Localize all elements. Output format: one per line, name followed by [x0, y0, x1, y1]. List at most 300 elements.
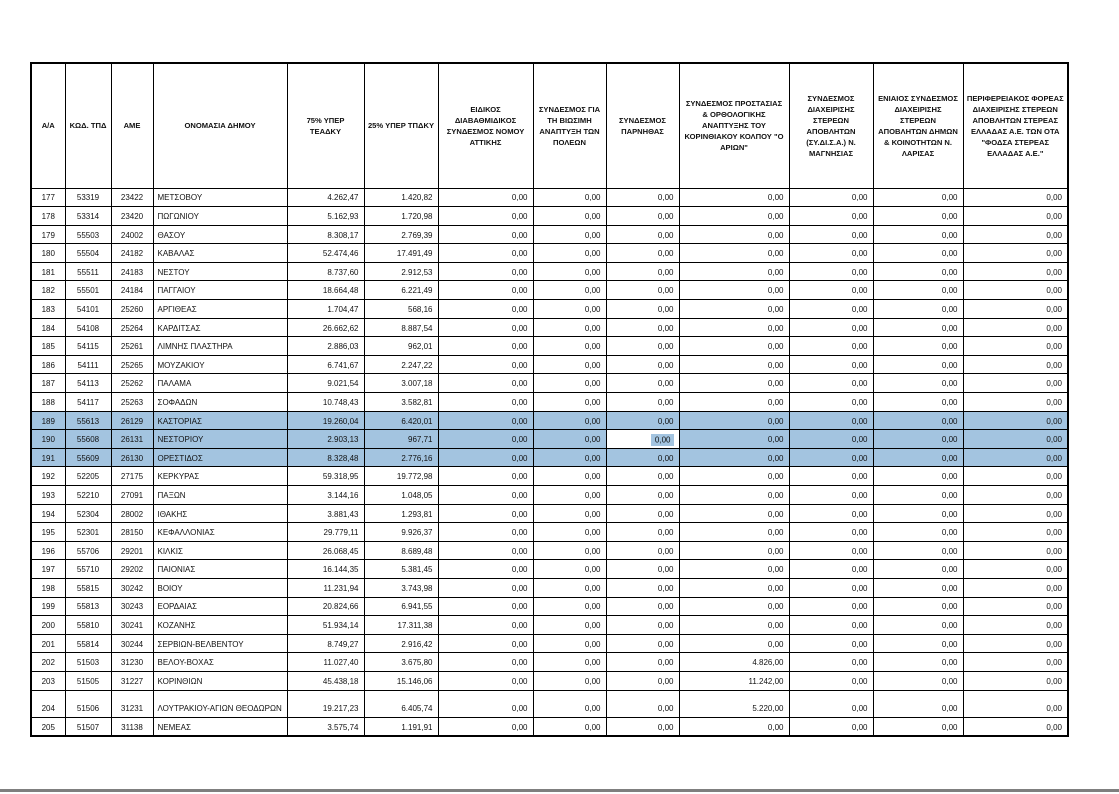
cell-fodsa-stereas-elladas: 0,00 — [963, 504, 1068, 523]
cell-ame: 23420 — [111, 207, 153, 226]
cell-aa: 187 — [31, 374, 65, 393]
cell-fodsa-stereas-elladas: 0,00 — [963, 690, 1068, 718]
cell-ame: 31227 — [111, 671, 153, 690]
cell-yper-25-tpdky: 3.675,80 — [364, 653, 438, 672]
cell-yper-25-tpdky: 6.221,49 — [364, 281, 438, 300]
cell-yper-75-teadky: 26.662,62 — [287, 318, 364, 337]
cell-syndesmos-parnithas: 0,00 — [606, 634, 679, 653]
header-syndesmos-korinthiakou-arion: ΣΥΝΔΕΣΜΟΣ ΠΡΟΣΤΑΣΙΑΣ & ΟΡΘΟΛΟΓΙΚΗΣ ΑΝΑΠΤΥΞΗΣ ΤΟΥ ΚΟΡΙΝΘΙΑΚΟΥ ΚΟΛΠΟΥ "Ο ΑΡΙΩΝ" — [679, 63, 789, 188]
cell-eniaios-syndesmos-larisas: 0,00 — [873, 188, 963, 207]
cell-fodsa-stereas-elladas: 0,00 — [963, 355, 1068, 374]
cell-eidikos-diavathmidikos-attikis: 0,00 — [438, 718, 533, 737]
cell-eidikos-diavathmidikos-attikis: 0,00 — [438, 523, 533, 542]
cell-yper-25-tpdky: 962,01 — [364, 337, 438, 356]
table-row — [31, 393, 1068, 412]
cell-syndesmos-parnithas: 0,00 — [606, 486, 679, 505]
cell-onomasia-dimou: ΚΑΒΑΛΑΣ — [153, 244, 287, 263]
table-row — [31, 225, 1068, 244]
cell-onomasia-dimou: ΠΑΓΓΑΙΟΥ — [153, 281, 287, 300]
cell-onomasia-dimou: ΑΡΓΙΘΕΑΣ — [153, 300, 287, 319]
cell-syndesmos-korinthiakou-arion: 0,00 — [679, 634, 789, 653]
cell-syndesmos-viosimi-anaptyxi-poleon: 0,00 — [533, 300, 606, 319]
cell-syndesmos-korinthiakou-arion: 0,00 — [679, 578, 789, 597]
cell-syndesmos-korinthiakou-arion: 0,00 — [679, 486, 789, 505]
cell-syndesmos-parnithas: 0,00 — [606, 560, 679, 579]
cell-yper-75-teadky: 18.664,48 — [287, 281, 364, 300]
header-syndesmos-viosimi-anaptyxi-poleon: ΣΥΝΔΕΣΜΟΣ ΓΙΑ ΤΗ ΒΙΩΣΙΜΗ ΑΝΑΠΤΥΞΗ ΤΩΝ ΠΟΛΕΩΝ — [533, 63, 606, 188]
cell-eidikos-diavathmidikos-attikis: 0,00 — [438, 504, 533, 523]
cell-fodsa-stereas-elladas: 0,00 — [963, 225, 1068, 244]
cell-eidikos-diavathmidikos-attikis: 0,00 — [438, 616, 533, 635]
cell-eidikos-diavathmidikos-attikis: 0,00 — [438, 653, 533, 672]
cell-sydisa-magnisias: 0,00 — [789, 393, 873, 412]
cell-eidikos-diavathmidikos-attikis: 0,00 — [438, 467, 533, 486]
cell-kod-tpd: 55710 — [65, 560, 111, 579]
cell-aa: 182 — [31, 281, 65, 300]
cell-fodsa-stereas-elladas: 0,00 — [963, 467, 1068, 486]
cell-sydisa-magnisias: 0,00 — [789, 634, 873, 653]
cell-ame: 31230 — [111, 653, 153, 672]
cell-yper-75-teadky: 52.474,46 — [287, 244, 364, 263]
cell-kod-tpd: 54111 — [65, 355, 111, 374]
table-row — [31, 523, 1068, 542]
cell-kod-tpd: 54101 — [65, 300, 111, 319]
cell-yper-75-teadky: 2.886,03 — [287, 337, 364, 356]
cell-kod-tpd: 55501 — [65, 281, 111, 300]
cell-aa: 205 — [31, 718, 65, 737]
cell-syndesmos-parnithas: 0,00 — [606, 225, 679, 244]
cell-eidikos-diavathmidikos-attikis: 0,00 — [438, 541, 533, 560]
cell-syndesmos-korinthiakou-arion: 0,00 — [679, 504, 789, 523]
cell-aa: 196 — [31, 541, 65, 560]
cell-syndesmos-parnithas: 0,00 — [606, 355, 679, 374]
cell-aa: 204 — [31, 690, 65, 718]
cell-sydisa-magnisias: 0,00 — [789, 486, 873, 505]
cell-ame: 30241 — [111, 616, 153, 635]
cell-kod-tpd: 54108 — [65, 318, 111, 337]
cell-sydisa-magnisias: 0,00 — [789, 718, 873, 737]
cell-syndesmos-parnithas: 0,00 — [606, 578, 679, 597]
cell-aa: 193 — [31, 486, 65, 505]
cell-onomasia-dimou: ΝΕΣΤΟΡΙΟΥ — [153, 430, 287, 449]
cell-syndesmos-korinthiakou-arion: 0,00 — [679, 337, 789, 356]
cell-syndesmos-viosimi-anaptyxi-poleon: 0,00 — [533, 374, 606, 393]
cell-eidikos-diavathmidikos-attikis: 0,00 — [438, 355, 533, 374]
cell-syndesmos-viosimi-anaptyxi-poleon: 0,00 — [533, 207, 606, 226]
cell-sydisa-magnisias: 0,00 — [789, 616, 873, 635]
cell-syndesmos-parnithas: 0,00 — [606, 318, 679, 337]
cell-syndesmos-korinthiakou-arion: 0,00 — [679, 597, 789, 616]
cell-onomasia-dimou: ΜΕΤΣΟΒΟΥ — [153, 188, 287, 207]
table-row — [31, 467, 1068, 486]
cell-fodsa-stereas-elladas: 0,00 — [963, 281, 1068, 300]
cell-yper-25-tpdky: 568,16 — [364, 300, 438, 319]
cell-kod-tpd: 54117 — [65, 393, 111, 412]
cell-syndesmos-viosimi-anaptyxi-poleon: 0,00 — [533, 560, 606, 579]
cell-syndesmos-parnithas: 0,00 — [606, 393, 679, 412]
cell-syndesmos-korinthiakou-arion: 0,00 — [679, 207, 789, 226]
cell-eniaios-syndesmos-larisas: 0,00 — [873, 430, 963, 449]
cell-eidikos-diavathmidikos-attikis: 0,00 — [438, 244, 533, 263]
cell-syndesmos-parnithas: 0,00 — [606, 281, 679, 300]
cell-yper-75-teadky: 20.824,66 — [287, 597, 364, 616]
cell-syndesmos-parnithas: 0,00 — [606, 207, 679, 226]
cell-syndesmos-parnithas: 0,00 — [606, 300, 679, 319]
table-row — [31, 634, 1068, 653]
cell-fodsa-stereas-elladas: 0,00 — [963, 337, 1068, 356]
cell-ame: 23422 — [111, 188, 153, 207]
cell-sydisa-magnisias: 0,00 — [789, 690, 873, 718]
cell-syndesmos-viosimi-anaptyxi-poleon: 0,00 — [533, 578, 606, 597]
cell-aa: 186 — [31, 355, 65, 374]
cell-sydisa-magnisias: 0,00 — [789, 318, 873, 337]
cell-eniaios-syndesmos-larisas: 0,00 — [873, 374, 963, 393]
cell-onomasia-dimou: ΣΕΡΒΙΩΝ-ΒΕΛΒΕΝΤΟΥ — [153, 634, 287, 653]
cell-sydisa-magnisias: 0,00 — [789, 560, 873, 579]
cell-ame: 26130 — [111, 448, 153, 467]
cell-syndesmos-viosimi-anaptyxi-poleon: 0,00 — [533, 262, 606, 281]
cell-aa: 188 — [31, 393, 65, 412]
header-row — [31, 63, 1068, 188]
cell-eidikos-diavathmidikos-attikis: 0,00 — [438, 393, 533, 412]
cell-syndesmos-parnithas: 0,00 — [606, 188, 679, 207]
cell-sydisa-magnisias: 0,00 — [789, 374, 873, 393]
cell-eniaios-syndesmos-larisas: 0,00 — [873, 355, 963, 374]
cell-syndesmos-korinthiakou-arion: 0,00 — [679, 355, 789, 374]
cell-syndesmos-viosimi-anaptyxi-poleon: 0,00 — [533, 430, 606, 449]
cell-aa: 203 — [31, 671, 65, 690]
cell-yper-25-tpdky: 2.769,39 — [364, 225, 438, 244]
cell-syndesmos-korinthiakou-arion: 0,00 — [679, 467, 789, 486]
cell-kod-tpd: 54113 — [65, 374, 111, 393]
cell-syndesmos-parnithas: 0,00 — [606, 411, 679, 430]
cell-fodsa-stereas-elladas: 0,00 — [963, 653, 1068, 672]
cell-eidikos-diavathmidikos-attikis: 0,00 — [438, 560, 533, 579]
cell-eidikos-diavathmidikos-attikis: 0,00 — [438, 262, 533, 281]
header-sydisa-magnisias: ΣΥΝΔΕΣΜΟΣ ΔΙΑΧΕΙΡΙΣΗΣ ΣΤΕΡΕΩΝ ΑΠΟΒΛΗΤΩΝ (ΣΥ.ΔΙ.Σ.Α.) Ν. ΜΑΓΝΗΣΙΑΣ — [789, 63, 873, 188]
cell-onomasia-dimou: ΝΕΜΕΑΣ — [153, 718, 287, 737]
cell-yper-75-teadky: 4.262,47 — [287, 188, 364, 207]
cell-syndesmos-korinthiakou-arion: 0,00 — [679, 718, 789, 737]
cell-ame: 26129 — [111, 411, 153, 430]
cell-syndesmos-viosimi-anaptyxi-poleon: 0,00 — [533, 653, 606, 672]
cell-syndesmos-viosimi-anaptyxi-poleon: 0,00 — [533, 337, 606, 356]
cell-syndesmos-viosimi-anaptyxi-poleon: 0,00 — [533, 188, 606, 207]
cell-kod-tpd: 52210 — [65, 486, 111, 505]
cell-syndesmos-korinthiakou-arion: 0,00 — [679, 300, 789, 319]
table-row — [31, 690, 1068, 718]
cell-aa: 199 — [31, 597, 65, 616]
cell-syndesmos-viosimi-anaptyxi-poleon: 0,00 — [533, 616, 606, 635]
cell-yper-25-tpdky: 1.720,98 — [364, 207, 438, 226]
cell-syndesmos-viosimi-anaptyxi-poleon: 0,00 — [533, 411, 606, 430]
cell-ame: 29201 — [111, 541, 153, 560]
cell-yper-25-tpdky: 2.247,22 — [364, 355, 438, 374]
cell-syndesmos-korinthiakou-arion: 0,00 — [679, 541, 789, 560]
table-row — [31, 337, 1068, 356]
cell-onomasia-dimou: ΛΙΜΝΗΣ ΠΛΑΣΤΗΡΑ — [153, 337, 287, 356]
table-row — [31, 355, 1068, 374]
table-row — [31, 718, 1068, 737]
cell-sydisa-magnisias: 0,00 — [789, 300, 873, 319]
cell-sydisa-magnisias: 0,00 — [789, 523, 873, 542]
cell-fodsa-stereas-elladas: 0,00 — [963, 374, 1068, 393]
cell-yper-25-tpdky: 8.887,54 — [364, 318, 438, 337]
cell-onomasia-dimou: ΟΡΕΣΤΙΔΟΣ — [153, 448, 287, 467]
table-row — [31, 504, 1068, 523]
cell-syndesmos-parnithas: 0,00 — [606, 448, 679, 467]
cell-syndesmos-parnithas: 0,00 — [606, 597, 679, 616]
header-aa: Α/Α — [31, 63, 65, 188]
cell-yper-75-teadky: 10.748,43 — [287, 393, 364, 412]
cell-aa: 201 — [31, 634, 65, 653]
cell-syndesmos-viosimi-anaptyxi-poleon: 0,00 — [533, 448, 606, 467]
cell-aa: 200 — [31, 616, 65, 635]
cell-syndesmos-parnithas — [606, 430, 679, 449]
cell-yper-25-tpdky: 2.776,16 — [364, 448, 438, 467]
cell-ame: 24002 — [111, 225, 153, 244]
cell-eidikos-diavathmidikos-attikis: 0,00 — [438, 671, 533, 690]
cell-syndesmos-parnithas: 0,00 — [606, 467, 679, 486]
cell-onomasia-dimou: ΚΙΛΚΙΣ — [153, 541, 287, 560]
cell-sydisa-magnisias: 0,00 — [789, 504, 873, 523]
cell-fodsa-stereas-elladas: 0,00 — [963, 560, 1068, 579]
table-row — [31, 597, 1068, 616]
cell-kod-tpd: 55814 — [65, 634, 111, 653]
cell-yper-25-tpdky: 5.381,45 — [364, 560, 438, 579]
cell-ame: 26131 — [111, 430, 153, 449]
cell-eidikos-diavathmidikos-attikis: 0,00 — [438, 634, 533, 653]
cell-yper-75-teadky: 19.260,04 — [287, 411, 364, 430]
cell-eniaios-syndesmos-larisas: 0,00 — [873, 225, 963, 244]
cell-ame: 28002 — [111, 504, 153, 523]
cell-kod-tpd: 55503 — [65, 225, 111, 244]
cell-yper-25-tpdky: 3.007,18 — [364, 374, 438, 393]
cell-aa: 178 — [31, 207, 65, 226]
cell-aa: 192 — [31, 467, 65, 486]
header-eidikos-diavathmidikos-attikis: ΕΙΔΙΚΟΣ ΔΙΑΒΑΘΜΙΔΙΚΟΣ ΣΥΝΔΕΣΜΟΣ ΝΟΜΟΥ ΑΤΤΙΚΗΣ — [438, 63, 533, 188]
cell-yper-75-teadky: 19.217,23 — [287, 690, 364, 718]
cell-onomasia-dimou: ΒΕΛΟΥ-ΒΟΧΑΣ — [153, 653, 287, 672]
cell-aa: 177 — [31, 188, 65, 207]
municipalities-table — [30, 62, 1069, 737]
cell-ame: 30243 — [111, 597, 153, 616]
cell-syndesmos-korinthiakou-arion: 0,00 — [679, 430, 789, 449]
cell-fodsa-stereas-elladas: 0,00 — [963, 300, 1068, 319]
cell-yper-75-teadky: 51.934,14 — [287, 616, 364, 635]
cell-eidikos-diavathmidikos-attikis: 0,00 — [438, 207, 533, 226]
cell-kod-tpd: 52301 — [65, 523, 111, 542]
cell-aa: 184 — [31, 318, 65, 337]
cell-kod-tpd: 53314 — [65, 207, 111, 226]
cell-onomasia-dimou: ΠΑΙΟΝΙΑΣ — [153, 560, 287, 579]
cell-eniaios-syndesmos-larisas: 0,00 — [873, 281, 963, 300]
cell-ame: 25262 — [111, 374, 153, 393]
cell-ame: 29202 — [111, 560, 153, 579]
cell-syndesmos-parnithas: 0,00 — [606, 374, 679, 393]
cell-yper-75-teadky: 11.231,94 — [287, 578, 364, 597]
cell-kod-tpd: 55706 — [65, 541, 111, 560]
cell-sydisa-magnisias: 0,00 — [789, 337, 873, 356]
cell-yper-75-teadky: 16.144,35 — [287, 560, 364, 579]
cell-ame: 25264 — [111, 318, 153, 337]
cell-onomasia-dimou: ΕΟΡΔΑΙΑΣ — [153, 597, 287, 616]
cell-yper-25-tpdky: 1.420,82 — [364, 188, 438, 207]
cell-syndesmos-korinthiakou-arion: 0,00 — [679, 393, 789, 412]
table-row — [31, 411, 1068, 430]
cell-eidikos-diavathmidikos-attikis: 0,00 — [438, 690, 533, 718]
cell-fodsa-stereas-elladas: 0,00 — [963, 207, 1068, 226]
cell-eniaios-syndesmos-larisas: 0,00 — [873, 597, 963, 616]
cell-syndesmos-korinthiakou-arion: 11.242,00 — [679, 671, 789, 690]
cell-syndesmos-viosimi-anaptyxi-poleon: 0,00 — [533, 634, 606, 653]
cell-aa: 190 — [31, 430, 65, 449]
cell-ame: 24183 — [111, 262, 153, 281]
cell-kod-tpd: 51506 — [65, 690, 111, 718]
cell-fodsa-stereas-elladas: 0,00 — [963, 486, 1068, 505]
cell-eniaios-syndesmos-larisas: 0,00 — [873, 486, 963, 505]
cell-yper-75-teadky: 45.438,18 — [287, 671, 364, 690]
table-row — [31, 616, 1068, 635]
cell-syndesmos-korinthiakou-arion: 0,00 — [679, 188, 789, 207]
cell-ame: 24184 — [111, 281, 153, 300]
cell-yper-75-teadky: 1.704,47 — [287, 300, 364, 319]
cell-syndesmos-viosimi-anaptyxi-poleon: 0,00 — [533, 281, 606, 300]
cell-sydisa-magnisias: 0,00 — [789, 244, 873, 263]
cell-kod-tpd: 52304 — [65, 504, 111, 523]
cell-eidikos-diavathmidikos-attikis: 0,00 — [438, 318, 533, 337]
cell-syndesmos-viosimi-anaptyxi-poleon: 0,00 — [533, 244, 606, 263]
table-row — [31, 374, 1068, 393]
cell-eidikos-diavathmidikos-attikis: 0,00 — [438, 486, 533, 505]
cell-aa: 179 — [31, 225, 65, 244]
cell-syndesmos-korinthiakou-arion: 0,00 — [679, 616, 789, 635]
cell-fodsa-stereas-elladas: 0,00 — [963, 671, 1068, 690]
cell-ame: 24182 — [111, 244, 153, 263]
cell-fodsa-stereas-elladas: 0,00 — [963, 262, 1068, 281]
cell-syndesmos-viosimi-anaptyxi-poleon: 0,00 — [533, 467, 606, 486]
table-row — [31, 244, 1068, 263]
cell-yper-25-tpdky: 17.311,38 — [364, 616, 438, 635]
cell-eniaios-syndesmos-larisas: 0,00 — [873, 671, 963, 690]
cell-onomasia-dimou: ΚΕΦΑΛΛΟΝΙΑΣ — [153, 523, 287, 542]
cell-aa: 197 — [31, 560, 65, 579]
cell-syndesmos-korinthiakou-arion: 0,00 — [679, 225, 789, 244]
cell-fodsa-stereas-elladas: 0,00 — [963, 578, 1068, 597]
cell-yper-75-teadky: 5.162,93 — [287, 207, 364, 226]
cell-eniaios-syndesmos-larisas: 0,00 — [873, 244, 963, 263]
cell-fodsa-stereas-elladas: 0,00 — [963, 541, 1068, 560]
cell-eniaios-syndesmos-larisas: 0,00 — [873, 411, 963, 430]
cell-syndesmos-viosimi-anaptyxi-poleon: 0,00 — [533, 225, 606, 244]
cell-yper-75-teadky: 9.021,54 — [287, 374, 364, 393]
cell-yper-25-tpdky: 3.582,81 — [364, 393, 438, 412]
cell-kod-tpd: 54115 — [65, 337, 111, 356]
cell-onomasia-dimou: ΚΑΡΔΙΤΣΑΣ — [153, 318, 287, 337]
cell-sydisa-magnisias: 0,00 — [789, 281, 873, 300]
cell-eniaios-syndesmos-larisas: 0,00 — [873, 616, 963, 635]
cell-yper-75-teadky: 2.903,13 — [287, 430, 364, 449]
cell-kod-tpd: 55810 — [65, 616, 111, 635]
cell-fodsa-stereas-elladas: 0,00 — [963, 448, 1068, 467]
cell-syndesmos-korinthiakou-arion: 4.826,00 — [679, 653, 789, 672]
cell-ame: 25261 — [111, 337, 153, 356]
cell-syndesmos-viosimi-anaptyxi-poleon: 0,00 — [533, 393, 606, 412]
cell-syndesmos-korinthiakou-arion: 5.220,00 — [679, 690, 789, 718]
cell-eidikos-diavathmidikos-attikis: 0,00 — [438, 448, 533, 467]
cell-syndesmos-parnithas: 0,00 — [606, 653, 679, 672]
cell-aa: 181 — [31, 262, 65, 281]
window-bottom-border — [0, 789, 1119, 792]
cell-syndesmos-parnithas: 0,00 — [606, 541, 679, 560]
cell-syndesmos-viosimi-anaptyxi-poleon: 0,00 — [533, 486, 606, 505]
cell-eniaios-syndesmos-larisas: 0,00 — [873, 541, 963, 560]
cell-yper-25-tpdky: 8.689,48 — [364, 541, 438, 560]
cell-ame: 25265 — [111, 355, 153, 374]
cell-yper-25-tpdky: 3.743,98 — [364, 578, 438, 597]
cell-syndesmos-viosimi-anaptyxi-poleon: 0,00 — [533, 671, 606, 690]
cell-syndesmos-viosimi-anaptyxi-poleon: 0,00 — [533, 690, 606, 718]
cell-fodsa-stereas-elladas: 0,00 — [963, 411, 1068, 430]
cell-yper-25-tpdky: 2.912,53 — [364, 262, 438, 281]
cell-fodsa-stereas-elladas: 0,00 — [963, 718, 1068, 737]
cell-sydisa-magnisias: 0,00 — [789, 448, 873, 467]
cell-aa: 195 — [31, 523, 65, 542]
cell-onomasia-dimou: ΠΑΛΑΜΑ — [153, 374, 287, 393]
cell-syndesmos-parnithas: 0,00 — [606, 616, 679, 635]
cell-yper-75-teadky: 8.308,17 — [287, 225, 364, 244]
cell-syndesmos-viosimi-anaptyxi-poleon: 0,00 — [533, 597, 606, 616]
cell-yper-25-tpdky: 6.941,55 — [364, 597, 438, 616]
cell-kod-tpd: 52205 — [65, 467, 111, 486]
cell-yper-25-tpdky: 6.405,74 — [364, 690, 438, 718]
cell-kod-tpd: 51507 — [65, 718, 111, 737]
cell-eniaios-syndesmos-larisas: 0,00 — [873, 634, 963, 653]
cell-yper-75-teadky: 6.741,67 — [287, 355, 364, 374]
cell-ame: 30244 — [111, 634, 153, 653]
cell-aa: 185 — [31, 337, 65, 356]
cell-syndesmos-viosimi-anaptyxi-poleon: 0,00 — [533, 504, 606, 523]
cell-syndesmos-viosimi-anaptyxi-poleon: 0,00 — [533, 318, 606, 337]
cell-aa: 198 — [31, 578, 65, 597]
cell-yper-25-tpdky: 19.772,98 — [364, 467, 438, 486]
table-row — [31, 262, 1068, 281]
cell-sydisa-magnisias: 0,00 — [789, 262, 873, 281]
cell-fodsa-stereas-elladas: 0,00 — [963, 634, 1068, 653]
cell-onomasia-dimou: ΚΟΡΙΝΘΙΩΝ — [153, 671, 287, 690]
cell-syndesmos-parnithas: 0,00 — [606, 337, 679, 356]
table-row — [31, 486, 1068, 505]
table-row — [31, 448, 1068, 467]
header-fodsa-stereas-elladas: ΠΕΡΙΦΕΡΕΙΑΚΟΣ ΦΟΡΕΑΣ ΔΙΑΧΕΙΡΙΣΗΣ ΣΤΕΡΕΩΝ ΑΠΟΒΛΗΤΩΝ ΣΤΕΡΕΑΣ ΕΛΛΑΔΑΣ Α.Ε. ΤΩΝ ΟΤΑ "ΦΟΔΣΑ ΣΤΕΡΕΑΣ ΕΛΛΑΔΑΣ Α.Ε." — [963, 63, 1068, 188]
cell-ame: 28150 — [111, 523, 153, 542]
cell-yper-25-tpdky: 967,71 — [364, 430, 438, 449]
cell-eidikos-diavathmidikos-attikis: 0,00 — [438, 188, 533, 207]
cell-onomasia-dimou: ΘΑΣΟΥ — [153, 225, 287, 244]
cell-eniaios-syndesmos-larisas: 0,00 — [873, 504, 963, 523]
table-row — [31, 671, 1068, 690]
cell-yper-75-teadky: 11.027,40 — [287, 653, 364, 672]
cell-syndesmos-korinthiakou-arion: 0,00 — [679, 374, 789, 393]
cell-eniaios-syndesmos-larisas: 0,00 — [873, 337, 963, 356]
cell-yper-25-tpdky: 1.048,05 — [364, 486, 438, 505]
cell-eniaios-syndesmos-larisas: 0,00 — [873, 393, 963, 412]
cell-syndesmos-korinthiakou-arion: 0,00 — [679, 448, 789, 467]
cell-kod-tpd: 51503 — [65, 653, 111, 672]
cell-ame: 27091 — [111, 486, 153, 505]
cell-syndesmos-korinthiakou-arion: 0,00 — [679, 262, 789, 281]
cell-kod-tpd: 55609 — [65, 448, 111, 467]
